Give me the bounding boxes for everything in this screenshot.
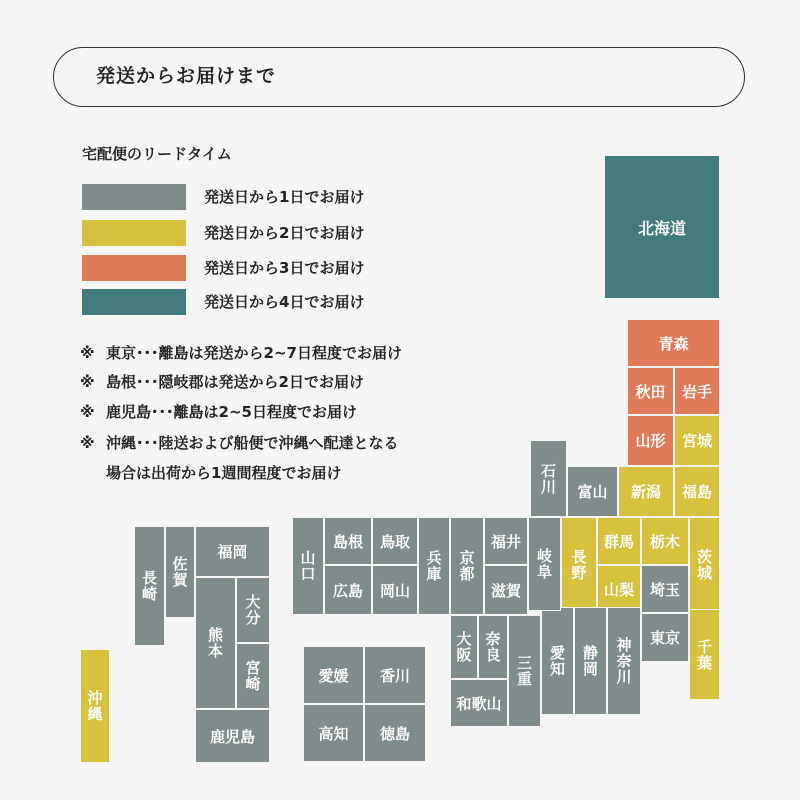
pref-fukuoka: 福岡	[195, 526, 270, 577]
pref-fukui: 福井	[484, 517, 528, 565]
pref-kagawa: 香川	[364, 646, 426, 704]
pref-toyama: 富山	[567, 466, 618, 517]
legend-swatch-day4	[82, 289, 186, 315]
note-okinawa	[80, 433, 399, 453]
pref-mie: 三重	[508, 615, 541, 727]
pref-tottori: 鳥取	[372, 517, 418, 565]
pref-ishikawa: 石川	[530, 440, 567, 517]
pref-kagoshima: 鹿児島	[195, 709, 270, 763]
note-mark: ※	[80, 403, 95, 421]
pref-nagano: 長野	[561, 517, 597, 613]
pref-hiroshima: 広島	[324, 565, 372, 615]
legend-heading: 宅配便のリードタイム	[82, 145, 232, 163]
pref-iwate: 岩手	[674, 367, 720, 415]
page-title: 発送からお届けまで	[96, 65, 277, 87]
pref-tochigi: 栃木	[641, 517, 689, 565]
pref-aichi: 愛知	[541, 607, 574, 715]
pref-hokkaido: 北海道	[604, 155, 720, 299]
pref-tokushima: 徳島	[364, 704, 426, 762]
pref-gifu: 岐阜	[528, 517, 561, 611]
note-shimane	[80, 372, 364, 392]
pref-kumamoto: 熊本	[195, 577, 236, 709]
note-mark: ※	[80, 344, 95, 362]
pref-yamanashi: 山梨	[597, 565, 641, 613]
note-kagoshima	[80, 402, 357, 422]
pref-ibaraki: 茨城	[689, 517, 720, 613]
note-text: 東京･･･離島は発送から2~7日程度でお届け	[106, 344, 402, 362]
pref-saitama: 埼玉	[641, 565, 689, 613]
pref-miyazaki: 宮崎	[236, 643, 270, 709]
pref-wakayama: 和歌山	[450, 679, 508, 727]
pref-nagasaki: 長崎	[134, 526, 165, 646]
pref-shizuoka: 静岡	[574, 607, 607, 715]
note-text: 場合は出荷から1週間程度でお届け	[106, 464, 342, 482]
pref-osaka: 大阪	[450, 615, 478, 679]
pref-fukushima: 福島	[674, 466, 720, 517]
pref-yamagata: 山形	[627, 415, 674, 466]
legend-swatch-day1	[82, 184, 186, 210]
pref-saga: 佐賀	[165, 526, 195, 618]
note-text: 鹿児島･･･離島は2~5日程度でお届け	[106, 403, 357, 421]
pref-oita: 大分	[236, 577, 270, 643]
pref-miyagi: 宮城	[674, 415, 720, 466]
legend-label-day1: 発送日から1日でお届け	[204, 188, 365, 206]
pref-gunma: 群馬	[597, 517, 641, 565]
legend-swatch-day3	[82, 255, 186, 281]
note-mark: ※	[80, 434, 95, 452]
pref-shimane: 島根	[324, 517, 372, 565]
note-text: 島根･･･隠岐郡は発送から2日でお届け	[106, 373, 364, 391]
pref-kochi: 高知	[303, 704, 364, 762]
pref-shiga: 滋賀	[484, 565, 528, 615]
pref-okinawa: 沖縄	[80, 649, 110, 763]
pref-tokyo: 東京	[641, 613, 689, 662]
pref-niigata: 新潟	[618, 466, 674, 517]
pref-hyogo: 兵庫	[418, 517, 450, 615]
pref-aomori: 青森	[627, 319, 720, 367]
pref-nara: 奈良	[478, 615, 508, 679]
note-okinawa-continued	[80, 463, 341, 483]
pref-yamaguchi: 山口	[292, 517, 324, 615]
note-tokyo	[80, 343, 402, 363]
legend-label-day4: 発送日から4日でお届け	[204, 293, 365, 311]
pref-okayama: 岡山	[372, 565, 418, 615]
legend-label-day2: 発送日から2日でお届け	[204, 224, 365, 242]
pref-kanagawa: 神奈川	[607, 607, 641, 715]
legend-swatch-day2	[82, 220, 186, 246]
note-text: 沖縄･･･陸送および船便で沖縄へ配達となる	[106, 434, 399, 452]
header-banner	[53, 47, 745, 107]
pref-ehime: 愛媛	[303, 646, 364, 704]
legend-label-day3: 発送日から3日でお届け	[204, 259, 365, 277]
pref-akita: 秋田	[627, 367, 674, 415]
pref-chiba: 千葉	[689, 609, 720, 700]
pref-kyoto: 京都	[450, 517, 484, 615]
note-mark: ※	[80, 373, 95, 391]
